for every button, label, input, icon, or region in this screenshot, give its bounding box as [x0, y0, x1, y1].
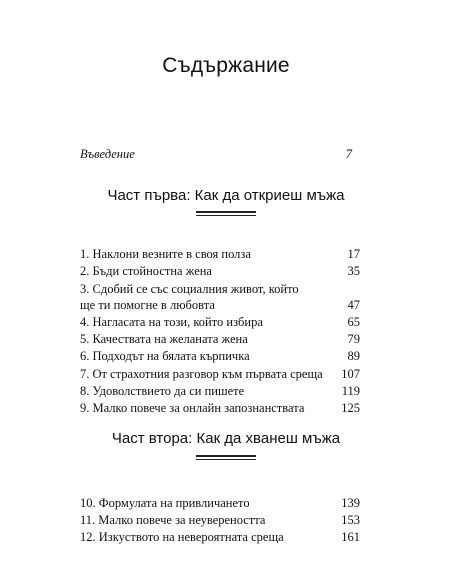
- chapter-title: 2. Бъди стойностна жена: [80, 264, 212, 279]
- chapter-title: 4. Нагласата на този, който избира: [80, 314, 263, 329]
- toc-entry: [80, 529, 360, 545]
- part-two-ornament-rule: [196, 455, 256, 461]
- chapter-page-number: 65: [347, 314, 360, 329]
- part-two-chapter-list: [80, 495, 360, 546]
- chapter-title: 11. Малко повече за неувереността: [80, 513, 266, 527]
- chapter-page-number: 35: [347, 264, 360, 279]
- chapter-page-number: 161: [341, 530, 360, 544]
- toc-entry: [80, 366, 360, 382]
- chapter-title: 10. Формулата на привличането: [80, 496, 250, 510]
- part-two-heading: Част втора: Как да хванеш мъжа: [111, 430, 341, 447]
- chapter-title: 1. Наклони везните в своя полза: [80, 247, 251, 261]
- chapter-title: 6. Подходът на бялата кърпичка: [80, 349, 250, 364]
- chapter-title: 3. Сдобий се със социалния живот, който ще ти помогне в любовта: [80, 281, 299, 312]
- chapter-page-number: 153: [341, 513, 360, 527]
- toc-entry: [80, 281, 360, 313]
- page-title: Съдържание: [162, 54, 290, 77]
- toc-entry: [80, 246, 360, 262]
- chapter-title: 12. Изкуството на невероятната среща: [80, 530, 284, 544]
- chapter-title: 9. Малко повече за онлайн запознанствата: [80, 401, 305, 416]
- part-one-chapter-list: [80, 246, 360, 418]
- toc-entry: [80, 400, 360, 416]
- chapter-title: 7. От страхотния разговор към първата среща: [80, 366, 323, 381]
- toc-entry: [80, 314, 360, 330]
- intro-page-number: 7: [345, 147, 352, 161]
- chapter-title: 5. Качествата на желаната жена: [80, 332, 248, 347]
- chapter-page-number: 47: [347, 297, 360, 312]
- toc-intro-row: [80, 147, 352, 162]
- toc-entry: [80, 348, 360, 364]
- chapter-page-number: 139: [341, 496, 360, 510]
- toc-entry: [80, 512, 360, 528]
- chapter-page-number: 107: [341, 366, 360, 381]
- chapter-page-number: 125: [341, 401, 360, 416]
- chapter-page-number: 119: [341, 384, 360, 399]
- part-one-heading: Част първа: Как да откриеш мъжа: [107, 187, 345, 204]
- part-one-ornament-rule: [196, 211, 256, 217]
- chapter-title: 8. Удоволствието да си пишете: [80, 384, 245, 399]
- toc-entry: [80, 383, 360, 399]
- chapter-page-number: 79: [347, 332, 360, 347]
- chapter-page-number: 89: [347, 349, 360, 364]
- toc-entry: [80, 331, 360, 347]
- toc-entry: [80, 495, 360, 511]
- intro-title: Въведение: [80, 147, 135, 161]
- chapter-page-number: 17: [347, 247, 360, 261]
- toc-entry: [80, 263, 360, 279]
